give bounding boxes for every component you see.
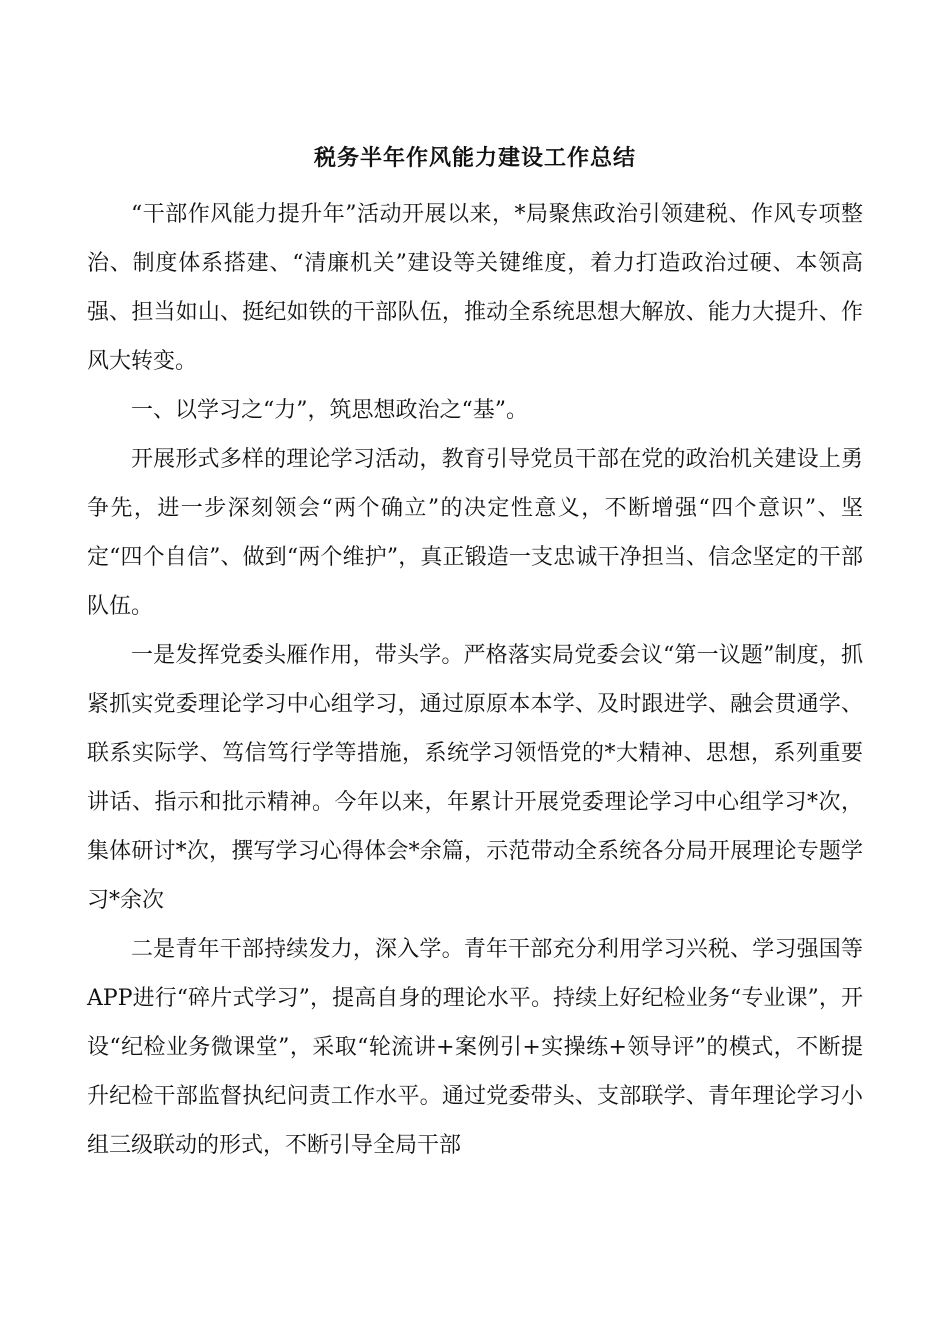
document-title: 税务半年作风能力建设工作总结 <box>313 145 636 171</box>
paragraph-section-1-summary: 开展形式多样的理论学习活动，教育引导党员干部在党的政治机关建设上勇争先，进一步深刻领会“两个确立”的决定性意义，不断增强“四个意识”、坚定“四个自信”、做到“两个维护”，真正锻造一支忠诚干净担当、信念坚定的干部队伍。 <box>87 447 863 619</box>
document-body <box>87 190 863 1170</box>
paragraph-intro: “干部作风能力提升年”活动开展以来，*局聚焦政治引领建税、作风专项整治、制度体系搭建、“清廉机关”建设等关键维度，着力打造政治过硬、本领高强、担当如山、挺纪如铁的干部队伍，推动全系统思想大解放、能力大提升、作风大转变。 <box>87 202 863 374</box>
paragraph-point-2: 二是青年干部持续发力，深入学。青年干部充分利用学习兴税、学习强国等APP进行“碎片式学习”，提高自身的理论水平。持续上好纪检业务“专业课”，开设“纪检业务微课堂”，采取“轮流讲+案例引+实操练+领导评”的模式，不断提升纪检干部监督执纪问责工作水平。通过党委带头、支部联学、青年理论学习小组三级联动的形式，不断引导全局干部 <box>87 937 863 1158</box>
paragraph-point-1: 一是发挥党委头雁作用，带头学。严格落实局党委会议“第一议题”制度，抓紧抓实党委理论学习中心组学习，通过原原本本学、及时跟进学、融会贯通学、联系实际学、笃信笃行学等措施，系统学习领悟党的*大精神、思想，系列重要讲话、指示和批示精神。今年以来，年累计开展党委理论学习中心组学习*次，集体研讨*次，撰写学习心得体会*余篇，示范带动全系统各分局开展理论专题学习*余次 <box>87 643 863 913</box>
section-heading-1: 一、以学习之“力”，筑思想政治之“基”。 <box>131 398 528 423</box>
